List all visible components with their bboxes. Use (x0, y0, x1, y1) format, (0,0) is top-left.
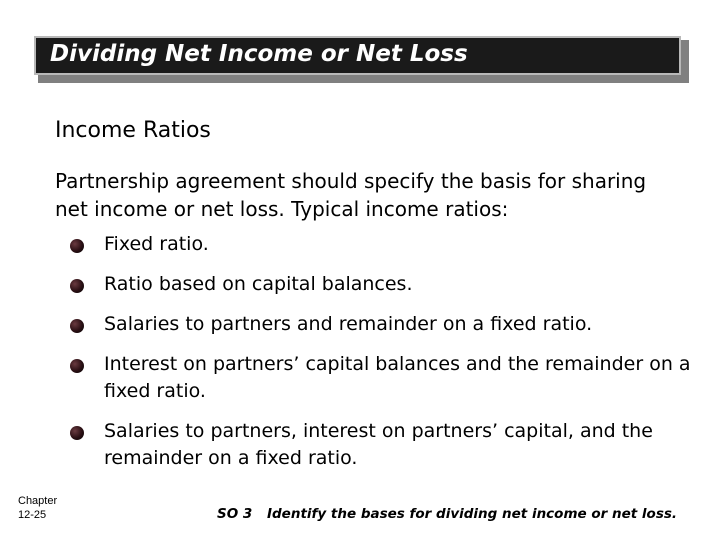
bullet-text: Salaries to partners and remainder on a fixed ratio. (104, 313, 593, 335)
title-bar (34, 36, 681, 75)
study-objective (217, 506, 677, 522)
bullet-text: Fixed ratio. (104, 233, 209, 255)
round-bullet-icon (70, 239, 84, 253)
objective-text: Identify the bases for dividing net income or net loss. (267, 506, 678, 522)
objective-code: SO 3 (217, 506, 253, 522)
bullet-item (70, 271, 700, 298)
bullet-item (70, 311, 700, 338)
bullet-text: Ratio based on capital balances. (104, 273, 413, 295)
round-bullet-icon (70, 279, 84, 293)
bullet-item (70, 231, 700, 258)
bullet-item (70, 418, 700, 472)
chapter-word: Chapter (18, 495, 58, 507)
bullet-text: Interest on partners’ capital balances and the remainder on a fixed ratio. (104, 353, 691, 402)
round-bullet-icon (70, 319, 84, 333)
round-bullet-icon (70, 359, 84, 373)
intro-paragraph: Partnership agreement should specify the basis for sharing net income or net loss. Typical income ratios: (55, 169, 647, 221)
page-number: 12-25 (18, 509, 47, 521)
round-bullet-icon (70, 426, 84, 440)
slide-title: Dividing Net Income or Net Loss (50, 41, 468, 67)
chapter-label (18, 494, 57, 522)
bullet-list (70, 231, 700, 472)
bullet-item (70, 351, 700, 405)
section-heading: Income Ratios (55, 118, 211, 143)
bullet-text: Salaries to partners, interest on partners’ capital, and the remainder on a fixed ratio. (104, 420, 653, 469)
